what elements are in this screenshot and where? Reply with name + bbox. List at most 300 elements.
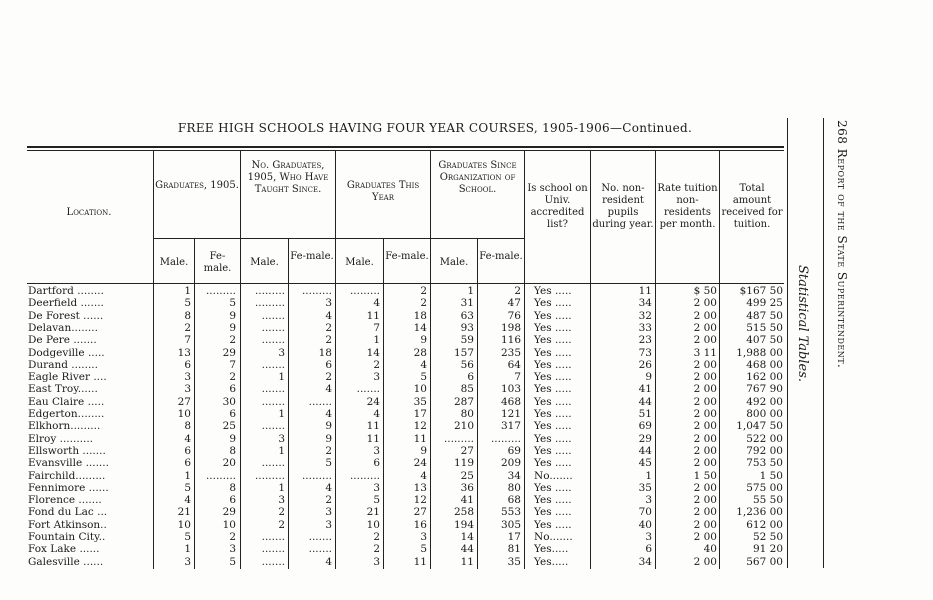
table-cell: 468 00: [746, 358, 783, 371]
table-cell: 9: [325, 420, 332, 433]
table-cell: 2: [373, 543, 380, 556]
table-cell: No.......: [534, 469, 573, 482]
table-cell: 28: [413, 346, 427, 359]
table-cell: 11: [413, 555, 427, 568]
table-cell: 1,047 50: [736, 420, 783, 433]
table-cell: 198: [500, 321, 521, 334]
table-cell: 2 00: [693, 334, 717, 347]
table-cell: $ 50: [693, 285, 717, 297]
table-cell: 36: [460, 481, 474, 494]
table-cell: 8: [184, 309, 191, 322]
table-cell: 52 50: [752, 531, 783, 543]
table-cell: 64: [507, 358, 521, 371]
table-cell: Yes .....: [534, 321, 572, 334]
table-cell: 2 00: [693, 395, 717, 408]
table-cell: 4: [325, 309, 332, 322]
table-cell: .......: [261, 420, 285, 433]
table-cell: 14: [460, 531, 474, 543]
table-row: [0, 409, 784, 420]
table-cell: 44: [460, 543, 474, 556]
table-cell: 2 00: [693, 531, 717, 543]
cell-location: Eagle River ....: [28, 371, 107, 384]
table-cell: 24: [366, 395, 380, 408]
table-cell: 553: [500, 506, 521, 519]
table-cell: 5: [184, 531, 191, 543]
table-cell: 2 00: [693, 481, 717, 494]
header-rule: [27, 283, 784, 284]
table-cell: 35: [413, 395, 427, 408]
table-row: [0, 311, 784, 322]
table-cell: 5: [184, 297, 191, 310]
table-cell: 41: [638, 383, 652, 396]
table-cell: 73: [638, 346, 652, 359]
header-female: Fe-male.: [290, 251, 334, 262]
table-cell: 612 00: [746, 518, 783, 531]
table-cell: 567 00: [746, 555, 783, 568]
table-cell: 3: [278, 346, 285, 359]
table-cell: 1: [645, 469, 652, 482]
table-cell: 17: [413, 408, 427, 420]
cell-location: Dartford ........: [28, 285, 104, 297]
table-cell: 1 50: [759, 469, 783, 482]
table-cell: 317: [500, 420, 521, 433]
table-cell: 25: [460, 469, 474, 482]
table-cell: 2: [229, 371, 236, 384]
table-cell: 2: [325, 371, 332, 384]
table-cell: 2: [229, 334, 236, 347]
table-cell: 10: [366, 518, 380, 531]
table-cell: .........: [349, 469, 380, 482]
table-cell: 305: [500, 518, 521, 531]
table-cell: 80: [460, 408, 474, 420]
table-cell: 6: [325, 358, 332, 371]
header-female: Fe-male.: [385, 251, 429, 262]
table-cell: 1,236 00: [736, 506, 783, 519]
cell-location: Elroy ..........: [28, 432, 94, 445]
table-cell: .........: [301, 469, 332, 482]
table-cell: 4: [420, 358, 427, 371]
table-cell: 63: [460, 309, 474, 322]
table-cell: 767 90: [746, 383, 783, 396]
table-cell: 11: [413, 432, 427, 445]
table-cell: 27: [413, 506, 427, 519]
table-cell: 4: [325, 555, 332, 568]
table-cell: 5: [420, 371, 427, 384]
table-cell: 56: [460, 358, 474, 371]
header-graduates-this-year: Graduates This Year: [346, 180, 420, 203]
table-cell: 210: [453, 420, 474, 433]
top-rule: [27, 146, 784, 148]
table-cell: 40: [638, 518, 652, 531]
table-cell: 4: [373, 408, 380, 420]
running-head: 268 Report of the State Superintendent.: [835, 120, 849, 369]
table-cell: 3: [184, 383, 191, 396]
table-cell: 10: [177, 518, 191, 531]
table-cell: Yes .....: [534, 309, 572, 322]
table-cell: 3: [229, 543, 236, 556]
table-cell: 6: [229, 494, 236, 507]
table-cell: 3: [645, 531, 652, 543]
table-row: [0, 286, 784, 297]
table-cell: 492 00: [746, 395, 783, 408]
cell-location: De Pere .......: [28, 334, 97, 347]
table-row: [0, 471, 784, 482]
table-cell: 47: [507, 297, 521, 310]
table-cell: 14: [413, 321, 427, 334]
table-cell: 18: [413, 309, 427, 322]
table-cell: 1: [278, 371, 285, 384]
table-cell: 4: [184, 432, 191, 445]
table-cell: 35: [507, 555, 521, 568]
table-cell: 4: [325, 481, 332, 494]
cell-location: Edgerton........: [28, 408, 105, 420]
table-cell: 30: [222, 395, 236, 408]
table-cell: 103: [500, 383, 521, 396]
cell-location: Fennimore ......: [28, 481, 109, 494]
cell-location: Fox Lake ......: [28, 543, 100, 556]
table-cell: 69: [638, 420, 652, 433]
table-cell: 16: [413, 518, 427, 531]
cell-location: Fort Atkinson..: [28, 518, 107, 531]
table-cell: 8: [184, 420, 191, 433]
cell-location: Durand ........: [28, 358, 98, 371]
table-cell: 27: [460, 444, 474, 457]
table-cell: 515 50: [746, 321, 783, 334]
table-cell: 11: [366, 420, 380, 433]
side-caption: Statistical Tables.: [795, 265, 810, 383]
table-row: [0, 397, 784, 408]
table-cell: .......: [261, 334, 285, 347]
table-cell: 4: [373, 297, 380, 310]
table-cell: 2: [420, 285, 427, 297]
table-cell: 2: [278, 518, 285, 531]
table-row: [0, 458, 784, 469]
table-cell: 23: [638, 334, 652, 347]
table-cell: 2 00: [693, 555, 717, 568]
table-cell: 3: [373, 444, 380, 457]
table-cell: 407 50: [746, 334, 783, 347]
table-cell: 34: [638, 555, 652, 568]
table-cell: 258: [453, 506, 474, 519]
table-cell: 1: [184, 469, 191, 482]
table-cell: 12: [413, 494, 427, 507]
table-row: [0, 544, 784, 555]
table-cell: 18: [318, 346, 332, 359]
table-cell: 1: [184, 543, 191, 556]
table-cell: 119: [453, 457, 474, 470]
page-rule: [823, 118, 824, 568]
table-cell: 2 00: [693, 420, 717, 433]
table-cell: 4: [184, 494, 191, 507]
table-cell: .......: [308, 543, 332, 556]
table-cell: Yes .....: [534, 481, 572, 494]
table-cell: 6: [184, 358, 191, 371]
table-cell: .........: [254, 285, 285, 297]
table-title: FREE HIGH SCHOOLS HAVING FOUR YEAR COURSES, 1905-1906—Continued.: [177, 121, 693, 135]
header-location: Location.: [66, 207, 112, 218]
table-row: [0, 557, 784, 568]
table-cell: 1 50: [693, 469, 717, 482]
header-accredited: Is school on Univ. accredited list?: [527, 183, 588, 230]
table-cell: 31: [460, 297, 474, 310]
table-cell: Yes .....: [534, 506, 572, 519]
header-nonresident: No. non-resident pupils during year.: [592, 183, 654, 230]
table-cell: .......: [261, 383, 285, 396]
table-cell: Yes .....: [534, 518, 572, 531]
table-cell: 10: [222, 518, 236, 531]
table-cell: Yes .....: [534, 494, 572, 507]
table-cell: 9: [229, 432, 236, 445]
cell-location: East Troy......: [28, 383, 98, 396]
page-rule: [787, 118, 788, 568]
table-cell: 792 00: [746, 444, 783, 457]
table-row: [0, 335, 784, 346]
table-cell: 7: [373, 321, 380, 334]
table-cell: 11: [460, 555, 474, 568]
table-cell: 2 00: [693, 408, 717, 420]
table-cell: Yes .....: [534, 334, 572, 347]
table-cell: 5: [229, 297, 236, 310]
table-row: [0, 434, 784, 445]
table-cell: 69: [507, 444, 521, 457]
cell-location: Delavan........: [28, 321, 98, 334]
table-cell: 3: [420, 531, 427, 543]
table-cell: 80: [507, 481, 521, 494]
cell-location: De Forest ......: [28, 309, 104, 322]
table-cell: Yes .....: [534, 383, 572, 396]
table-cell: Yes.....: [534, 543, 569, 556]
table-cell: 13: [177, 346, 191, 359]
table-row: [0, 520, 784, 531]
table-cell: 9: [420, 334, 427, 347]
table-cell: 9: [420, 444, 427, 457]
table-cell: 7: [514, 371, 521, 384]
table-cell: 2 00: [693, 309, 717, 322]
table-cell: 14: [366, 346, 380, 359]
table-cell: 4: [325, 383, 332, 396]
table-cell: 20: [222, 457, 236, 470]
table-cell: 6: [229, 383, 236, 396]
table-cell: 1: [467, 285, 474, 297]
table-cell: 3: [373, 481, 380, 494]
table-cell: 55 50: [752, 494, 783, 507]
table-cell: 2 00: [693, 297, 717, 310]
table-cell: 522 00: [746, 432, 783, 445]
table-cell: 3: [278, 494, 285, 507]
table-cell: Yes .....: [534, 358, 572, 371]
table-cell: 29: [222, 506, 236, 519]
table-cell: 32: [638, 309, 652, 322]
table-cell: 6: [373, 457, 380, 470]
table-row: [0, 532, 784, 543]
table-cell: 41: [460, 494, 474, 507]
table-cell: 44: [638, 444, 652, 457]
header-female: Fe-male.: [203, 251, 232, 274]
table-cell: .......: [308, 395, 332, 408]
table-cell: 44: [638, 395, 652, 408]
table-cell: 5: [325, 457, 332, 470]
table-cell: 162 00: [746, 371, 783, 384]
table-cell: 468: [500, 395, 521, 408]
header-graduates-since: Graduates Since Organization of School.: [438, 160, 517, 195]
table-cell: 91 20: [752, 543, 783, 556]
table-cell: 3: [278, 432, 285, 445]
table-cell: 5: [420, 543, 427, 556]
table-cell: 1: [184, 285, 191, 297]
table-cell: 4: [420, 469, 427, 482]
table-cell: Yes .....: [534, 371, 572, 384]
table-cell: 45: [638, 457, 652, 470]
table-cell: 9: [229, 309, 236, 322]
table-row: [0, 421, 784, 432]
table-cell: 10: [177, 408, 191, 420]
table-cell: 2: [514, 285, 521, 297]
table-cell: 2 00: [693, 358, 717, 371]
table-cell: 2: [325, 334, 332, 347]
table-cell: 287: [453, 395, 474, 408]
subheader-rule: [153, 238, 524, 239]
table-cell: 6: [229, 408, 236, 420]
table-cell: 2: [420, 297, 427, 310]
table-cell: 17: [507, 531, 521, 543]
table-cell: Yes .....: [534, 395, 572, 408]
table-row: [0, 507, 784, 518]
table-cell: 2 00: [693, 383, 717, 396]
table-row: [0, 323, 784, 334]
table-cell: 6: [184, 444, 191, 457]
header-female: Fe-male.: [479, 251, 523, 262]
table-cell: 11: [366, 309, 380, 322]
table-cell: 2: [278, 506, 285, 519]
table-cell: 11: [638, 285, 652, 297]
table-cell: 7: [229, 358, 236, 371]
table-cell: 93: [460, 321, 474, 334]
table-cell: 9: [645, 371, 652, 384]
table-cell: 1: [278, 444, 285, 457]
table-cell: 12: [413, 420, 427, 433]
table-cell: 800 00: [746, 408, 783, 420]
table-cell: No.......: [534, 531, 573, 543]
table-cell: Yes .....: [534, 285, 572, 297]
table-cell: 34: [507, 469, 521, 482]
table-cell: .......: [261, 395, 285, 408]
table-cell: 29: [638, 432, 652, 445]
table-cell: .........: [443, 432, 474, 445]
cell-location: Fond du Lac ...: [28, 506, 108, 519]
table-cell: .......: [261, 457, 285, 470]
table-cell: 3: [373, 371, 380, 384]
table-cell: .......: [356, 383, 380, 396]
table-cell: .........: [254, 297, 285, 310]
cell-location: Fairchild.........: [28, 469, 106, 482]
table-cell: Yes .....: [534, 444, 572, 457]
table-cell: 753 50: [746, 457, 783, 470]
top-rule-thin: [27, 150, 784, 151]
table-cell: 1: [278, 481, 285, 494]
table-cell: Yes .....: [534, 432, 572, 445]
table-cell: .........: [490, 432, 521, 445]
header-male: Male.: [345, 257, 374, 268]
table-cell: .........: [254, 469, 285, 482]
table-cell: 8: [229, 444, 236, 457]
table-cell: 33: [638, 321, 652, 334]
table-cell: 76: [507, 309, 521, 322]
table-cell: Yes .....: [534, 346, 572, 359]
table-cell: 2 00: [693, 371, 717, 384]
table-cell: 1: [373, 334, 380, 347]
table-row: [0, 360, 784, 371]
table-cell: 3: [645, 494, 652, 507]
table-cell: 1: [278, 408, 285, 420]
header-male: Male.: [439, 257, 469, 268]
table-cell: 13: [413, 481, 427, 494]
table-cell: 499 25: [746, 297, 783, 310]
table-cell: 4: [325, 408, 332, 420]
table-cell: 5: [229, 555, 236, 568]
cell-location: Eau Claire .....: [28, 395, 105, 408]
table-cell: .......: [261, 358, 285, 371]
cell-location: Galesville ......: [28, 555, 104, 568]
table-cell: 59: [460, 334, 474, 347]
table-cell: 3: [325, 518, 332, 531]
table-cell: 81: [507, 543, 521, 556]
table-cell: 209: [500, 457, 521, 470]
cell-location: Fountain City..: [28, 531, 106, 543]
table-cell: Yes .....: [534, 457, 572, 470]
table-cell: 487 50: [746, 309, 783, 322]
header-total-tuition: Total amount received for tuition.: [721, 183, 783, 230]
table-cell: 51: [638, 408, 652, 420]
table-cell: 2 00: [693, 518, 717, 531]
table-cell: 194: [453, 518, 474, 531]
table-cell: 575 00: [746, 481, 783, 494]
table-cell: 235: [500, 346, 521, 359]
table-cell: 2 00: [693, 494, 717, 507]
table-cell: .......: [261, 309, 285, 322]
table-cell: 24: [413, 457, 427, 470]
table-cell: 9: [229, 321, 236, 334]
table-cell: 2 00: [693, 506, 717, 519]
table-cell: 1,988 00: [736, 346, 783, 359]
table-cell: .........: [205, 285, 236, 297]
table-cell: 2: [373, 531, 380, 543]
cell-location: Ellsworth .......: [28, 444, 106, 457]
table-cell: 5: [373, 494, 380, 507]
table-cell: Yes.....: [534, 555, 569, 568]
table-cell: Yes .....: [534, 420, 572, 433]
table-cell: 7: [184, 334, 191, 347]
table-cell: 2 00: [693, 321, 717, 334]
table-cell: 2 00: [693, 457, 717, 470]
table-cell: 26: [638, 358, 652, 371]
table-cell: 21: [366, 506, 380, 519]
table-row: [0, 446, 784, 457]
table-cell: 2 00: [693, 444, 717, 457]
table-row: [0, 372, 784, 383]
table-cell: 3: [184, 555, 191, 568]
table-cell: 11: [366, 432, 380, 445]
table-cell: 8: [229, 481, 236, 494]
table-cell: 3: [325, 297, 332, 310]
table-cell: 6: [467, 371, 474, 384]
table-cell: 2: [325, 494, 332, 507]
table-cell: 70: [638, 506, 652, 519]
table-cell: .......: [261, 543, 285, 556]
cell-location: Deerfield .......: [28, 297, 104, 310]
table-cell: Yes .....: [534, 297, 572, 310]
table-cell: .........: [349, 285, 380, 297]
table-cell: 3: [325, 506, 332, 519]
